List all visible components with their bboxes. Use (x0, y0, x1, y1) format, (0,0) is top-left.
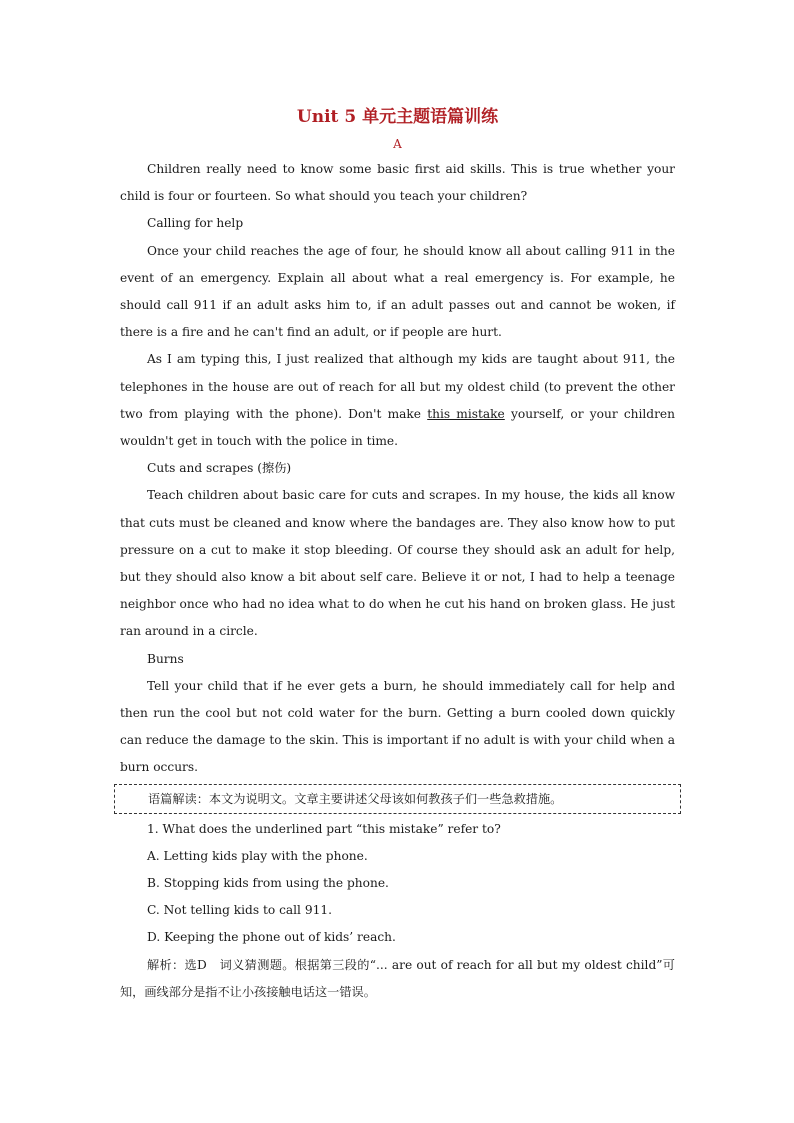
heading-burns: Burns (147, 651, 184, 666)
paragraph-typing-text-b: yourself, or your children wouldn't get in touch with the police in time. (120, 406, 675, 449)
paragraph-burns: Tell your child that if he ever gets a burn, he should immediately call for help and then run the cool but not cold water for the burn. Getting a burn cooled down quickly can reduce the damage to the skin. This is important if no adult is with your child when a burn occurs. (120, 678, 675, 775)
option-c: C. Not telling kids to call 911. (147, 903, 332, 918)
paragraph-typing (120, 346, 675, 455)
question-text: 1. What does the underlined part “this mistake” refer to? (147, 821, 501, 836)
paragraph-intro: Children really need to know some basic first aid skills. This is true whether your child is four or fourteen. So what should you teach your children? (120, 162, 675, 204)
heading-cuts-and-scrapes: Cuts and scrapes (擦伤) (147, 461, 292, 476)
paragraph-cuts: Teach children about basic care for cuts and scrapes. In my house, the kids all know that cuts must be cleaned and know where the bandages are. They also know how to put pressure on a cut to make it stop bleeding. Of course they should ask an adult for help, but they should also know a bit about self care. Believe it or not, I had to help a teenage neighbor once who had no idea what to do when he cut his hand on broken glass. He just ran around in a circle. (120, 488, 675, 639)
reading-note-box: 语篇解读：本文为说明文。文章主要讲述父母该如何教孩子们一些急救措施。 (114, 784, 681, 814)
paragraph-typing-text-a: As I am typing this, I just realized that although my kids are taught about 911, the telephones in the house are out of reach for all but my oldest child (to prevent the other two from playing with the phone). Don't make (120, 352, 675, 421)
document-page (120, 100, 675, 1006)
page-title: Unit 5 单元主题语篇训练 (296, 107, 499, 127)
option-b: B. Stopping kids from using the phone. (147, 876, 389, 891)
heading-calling-for-help: Calling for help (147, 216, 244, 231)
section-label: A (393, 137, 402, 151)
option-d: D. Keeping the phone out of kids’ reach. (147, 930, 396, 945)
analysis-text: 解析：选D 词义猜测题。根据第三段的“... are out of reach for all but my oldest child”可知，画线部分是指不让小孩接触电话这一错误。 (120, 957, 675, 999)
option-a: A. Letting kids play with the phone. (147, 848, 368, 863)
paragraph-calling: Once your child reaches the age of four, he should know all about calling 911 in the event of an emergency. Explain all about what a real emergency is. For example, he should call 911 if an adult asks him to, if an adult passes out and cannot be woken, if there is a fire and he can't find an adult, or if people are hurt. (120, 243, 675, 340)
underlined-phrase: this mistake (427, 406, 505, 421)
